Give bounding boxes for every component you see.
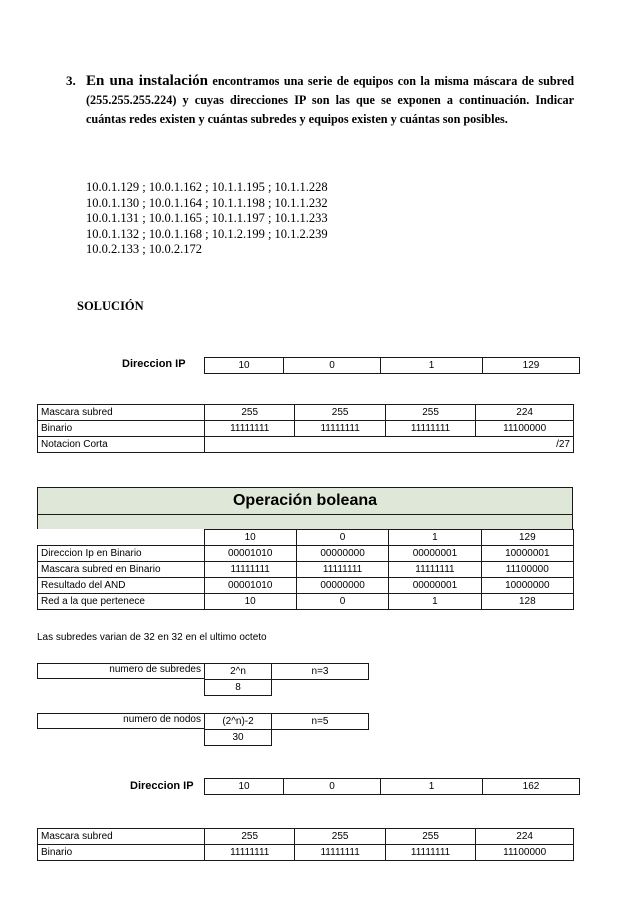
ip-table: [204, 357, 580, 374]
subnets-row: [205, 664, 369, 680]
nodes-label-box: [37, 713, 204, 729]
row-label: Mascara subred en Binario: [38, 562, 205, 578]
mask-table: [37, 404, 574, 453]
cell: 00000000: [296, 546, 388, 562]
cell: 1: [389, 594, 481, 610]
nodes-empty: [272, 730, 369, 746]
nodes-formula: (2^n)-2: [205, 714, 272, 730]
nodes-label: numero de nodos: [123, 714, 201, 725]
binary-octet: 11111111: [295, 421, 385, 437]
mask-row-2: [38, 829, 574, 845]
cell: 0: [296, 594, 388, 610]
subnets-result: 8: [205, 680, 272, 696]
ip-list-line: 10.0.1.131 ; 10.0.1.165 ; 10.1.1.197 ; 10.1.1.233: [86, 211, 328, 226]
mask-label: Mascara subred: [38, 405, 205, 421]
ip-octet-4: 162: [483, 779, 580, 795]
boolean-header-cell: 1: [389, 530, 481, 546]
ip-list-line: 10.0.2.133 ; 10.0.2.172: [86, 242, 202, 257]
cell: 11111111: [389, 562, 481, 578]
binary-octet: 11100000: [476, 845, 574, 861]
ip-octet-3: 1: [381, 779, 483, 795]
boolean-header-cell: 10: [204, 530, 296, 546]
boolean-header-empty: [38, 530, 205, 546]
table-row: [38, 562, 574, 578]
cell: 10: [204, 594, 296, 610]
boolean-table: [37, 529, 574, 610]
mask-octet: 255: [295, 405, 385, 421]
boolean-header-cell: 129: [481, 530, 573, 546]
cell: 10000001: [481, 546, 573, 562]
nodes-result: 30: [205, 730, 272, 746]
table-row: [38, 578, 574, 594]
cell: 10000000: [481, 578, 573, 594]
binary-octet: 11111111: [385, 421, 475, 437]
mask-octet: 255: [385, 829, 475, 845]
subnets-formula: 2^n: [205, 664, 272, 680]
mask-octet: 255: [205, 405, 295, 421]
question-text: [86, 72, 574, 129]
boolean-header-row: [38, 530, 574, 546]
nodes-n: n=5: [272, 714, 369, 730]
nodes-result-row: [205, 730, 369, 746]
cell: 11100000: [481, 562, 573, 578]
ip-octet-1: 10: [205, 358, 284, 374]
short-notation-row: [38, 437, 574, 453]
cell: 00000000: [296, 578, 388, 594]
table-row: [38, 546, 574, 562]
subnet-note: Las subredes varian de 32 en 32 en el ultimo octeto: [37, 632, 267, 643]
cell: 00001010: [204, 578, 296, 594]
ip-octet-1: 10: [205, 779, 284, 795]
binary-octet: 11111111: [205, 845, 295, 861]
subnets-result-row: [205, 680, 369, 696]
ip-octet-2: 0: [284, 779, 381, 795]
cell: 00001010: [204, 546, 296, 562]
ip-octet-2: 0: [284, 358, 381, 374]
row-label: Red a la que pertenece: [38, 594, 205, 610]
binary-octet: 11111111: [205, 421, 295, 437]
cell: 00000001: [389, 578, 481, 594]
ip-row-2: [205, 779, 580, 795]
binary-octet: 11111111: [295, 845, 385, 861]
nodes-row: [205, 714, 369, 730]
ip-octet-4: 129: [483, 358, 580, 374]
binary-label: Binario: [38, 421, 205, 437]
subnets-label-box: [37, 663, 204, 679]
row-label: Direccion Ip en Binario: [38, 546, 205, 562]
mask-octet: 224: [476, 405, 574, 421]
nodes-table: [204, 713, 369, 746]
cell: 128: [481, 594, 573, 610]
boolean-title: Operación boleana: [37, 487, 573, 515]
binary-row: [38, 421, 574, 437]
question-body: encontramos una serie de equipos con la misma máscara de subred (255.255.255.224) y cuyas direcciones IP son las que se exponen a continuación. Indicar cuántas redes existen y cuántas subredes y equipos existen y cuántas son posibles.: [86, 74, 575, 126]
short-notation-label: Notacion Corta: [38, 437, 205, 453]
question-number: 3.: [66, 73, 76, 88]
solution-title: SOLUCIÓN: [77, 299, 144, 313]
question-lead: En una instalación: [86, 73, 208, 89]
binary-label-2: Binario: [38, 845, 205, 861]
ip-list: [86, 180, 328, 258]
row-label: Resultado del AND: [38, 578, 205, 594]
subnets-empty: [272, 680, 369, 696]
ip-list-line: 10.0.1.130 ; 10.0.1.164 ; 10.1.1.198 ; 10.1.1.232: [86, 195, 328, 210]
ip-label-2: Direccion IP: [130, 780, 194, 792]
mask-label-2: Mascara subred: [38, 829, 205, 845]
ip-label: Direccion IP: [122, 358, 186, 370]
table-row: [38, 594, 574, 610]
boolean-header-band: [37, 515, 573, 529]
ip-octet-3: 1: [381, 358, 483, 374]
mask-octet: 255: [385, 405, 475, 421]
mask-octet: 255: [205, 829, 295, 845]
mask-row: [38, 405, 574, 421]
ip-row: [205, 358, 580, 374]
binary-octet: 11100000: [476, 421, 574, 437]
boolean-header-cell: 0: [296, 530, 388, 546]
ip-table-2: [204, 778, 580, 795]
binary-octet: 11111111: [385, 845, 475, 861]
ip-list-line: 10.0.1.132 ; 10.0.1.168 ; 10.1.2.199 ; 10.1.2.239: [86, 226, 328, 241]
mask-octet: 255: [295, 829, 385, 845]
cell: 11111111: [296, 562, 388, 578]
mask-table-2: [37, 828, 574, 861]
subnets-label: numero de subredes: [109, 664, 201, 675]
binary-row-2: [38, 845, 574, 861]
subnets-table: [204, 663, 369, 696]
mask-octet: 224: [476, 829, 574, 845]
subnets-n: n=3: [272, 664, 369, 680]
ip-list-line: 10.0.1.129 ; 10.0.1.162 ; 10.1.1.195 ; 10.1.1.228: [86, 180, 328, 194]
short-notation-value: /27: [205, 437, 574, 453]
cell: 11111111: [204, 562, 296, 578]
cell: 00000001: [389, 546, 481, 562]
